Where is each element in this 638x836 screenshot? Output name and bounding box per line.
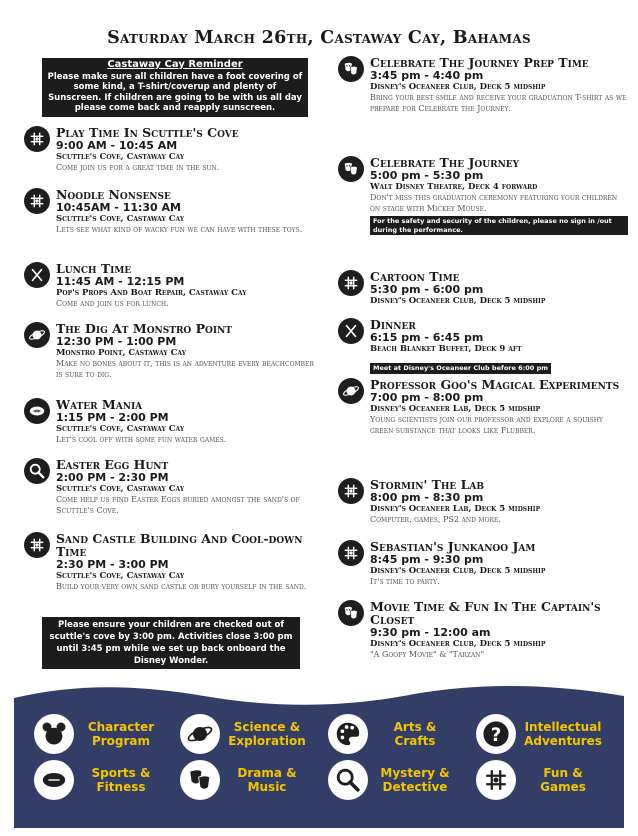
event-description: It's time to party.: [370, 577, 440, 586]
svg-text:?: ?: [490, 725, 502, 746]
legend-label: Arts & Crafts: [393, 720, 437, 748]
event-location: Scuttle's Cove, Castaway Cay: [56, 571, 185, 581]
event-description: Bring your best smile and receive your graduation T-shirt as we prepare for Celebrate the Journey.: [370, 93, 627, 113]
question-icon: [476, 714, 516, 754]
sports-icon: [34, 760, 74, 800]
event-item: [24, 532, 314, 593]
legend-item: [34, 714, 162, 754]
fun-games-icon: [24, 532, 50, 558]
event-time: 5:30 pm - 6:00 pm: [370, 283, 484, 296]
event-title: Celebrate The Journey: [370, 155, 520, 170]
utensils-icon: [338, 318, 364, 344]
legend-label: Intellectual Adventures: [524, 720, 602, 748]
event-location: Disney's Oceaneer Club, Deck 5 midship: [370, 566, 546, 576]
legend-label: Mystery & Detective: [380, 766, 450, 794]
utensils-icon: [24, 262, 50, 288]
event-description: Come and join us for lunch.: [56, 299, 169, 308]
event-title: Sand Castle Building And Cool-down Time: [56, 531, 303, 559]
event-item: [24, 262, 314, 310]
event-title: Cartoon Time: [370, 269, 460, 284]
event-time: 8:45 pm - 9:30 pm: [370, 553, 484, 566]
legend-label: Drama & Music: [237, 766, 297, 794]
event-description: Young scientists join our professor and explore a squishy green substance that looks like Flubber.: [370, 415, 603, 435]
legend-item: [476, 760, 604, 800]
legend-item: [180, 760, 308, 800]
event-title: Professor Goo's Magical Experiments: [370, 377, 620, 392]
fun-games-icon: [476, 760, 516, 800]
event-time: 11:45 AM - 12:15 PM: [56, 275, 185, 288]
event-item: [338, 156, 628, 236]
legend-label: Sports & Fitness: [91, 766, 151, 794]
event-title: The Dig At Monstro Point: [56, 321, 232, 336]
event-title: Lunch Time: [56, 261, 132, 276]
event-item: [24, 188, 314, 236]
legend-item: [328, 760, 456, 800]
event-time: 8:00 pm - 8:30 pm: [370, 491, 484, 504]
event-note: For the safety and security of the children, please no sign in /out during the performance.: [370, 216, 628, 235]
event-item: [338, 540, 628, 588]
event-location: Disney's Oceaneer Lab, Deck 5 midship: [370, 504, 541, 514]
event-item: [24, 322, 314, 380]
left-column: [24, 58, 314, 117]
planet-icon: [338, 378, 364, 404]
planet-icon: [24, 322, 50, 348]
event-description: "A Goofy Movie" & "Tarzan": [370, 650, 485, 659]
event-time: 1:15 PM - 2:00 PM: [56, 411, 169, 424]
drama-icon: [338, 56, 364, 82]
event-location: Scuttle's Cove, Castaway Cay: [56, 484, 185, 494]
event-title: Noodle Nonsense: [56, 187, 171, 202]
event-description: Lets see what kind of wacky fun we can have with these toys.: [56, 225, 303, 234]
event-location: Walt Disney Theatre, Deck 4 forward: [370, 182, 538, 192]
palette-icon: [328, 714, 368, 754]
event-description: Make no bones about it, this is an adventure every beachcomber is sure to dig.: [56, 359, 314, 379]
fun-games-icon: [24, 188, 50, 214]
event-time: 7:00 pm - 8:00 pm: [370, 391, 484, 404]
event-description: Let's cool off with some fun water games.: [56, 435, 227, 444]
legend-label: Science & Exploration: [228, 720, 306, 748]
reminder-title: Castaway Cay Reminder: [107, 59, 243, 70]
event-location: Disney's Oceaneer Club, Deck 5 midship: [370, 82, 546, 92]
drama-icon: [180, 760, 220, 800]
event-item: [24, 126, 314, 174]
event-title: Celebrate The Journey Prep Time: [370, 55, 589, 70]
event-item: [338, 378, 628, 436]
checkout-notice: Please ensure your children are checked out of scuttle's cove by 3:00 pm. Activities close 3:00 pm until 3:45 pm while we set up back onboard the Disney Wonder.: [42, 617, 300, 669]
event-location: Beach Blanket Buffet, Deck 9 aft: [370, 344, 522, 354]
fun-games-icon: [338, 270, 364, 296]
event-time: 3:45 pm - 4:40 pm: [370, 69, 484, 82]
event-title: Play Time In Scuttle's Cove: [56, 125, 239, 140]
event-time: 12:30 PM - 1:00 PM: [56, 335, 177, 348]
event-title: Sebastian's Junkanoo Jam: [370, 539, 536, 554]
event-time: 2:00 PM - 2:30 PM: [56, 471, 169, 484]
legend-item: [476, 714, 604, 754]
event-description: Don't miss this graduation ceremony featuring your children on stage with Mickey Mouse.: [370, 193, 618, 213]
event-item: [338, 478, 628, 526]
planet-icon: [180, 714, 220, 754]
legend-label: Character Program: [87, 720, 155, 748]
fun-games-icon: [338, 540, 364, 566]
event-location: Scuttle's Cove, Castaway Cay: [56, 214, 185, 224]
reminder-text: Please make sure all children have a foot covering of some kind, a T-shirt/coverup and plenty of Sunscreen. If children are going to be with us all day please come back and reapply sunscreen.: [47, 71, 303, 113]
magnifier-icon: [328, 760, 368, 800]
event-title: Easter Egg Hunt: [56, 457, 169, 472]
drama-icon: [338, 600, 364, 626]
page-title: Saturday March 26th, Castaway Cay, Bahamas: [107, 28, 531, 48]
wave-background: [14, 680, 624, 828]
event-description: Come help us find Easter Eggs buried amongst the sand's of Scuttle's Cove.: [56, 495, 300, 515]
event-location: Monstro Point, Castaway Cay: [56, 348, 186, 358]
fun-games-icon: [24, 126, 50, 152]
event-note: Meet at Disney's Oceaneer Club before 6:00 pm: [370, 363, 551, 374]
event-time: 5:00 pm - 5:30 pm: [370, 169, 484, 182]
event-time: 2:30 PM - 3:00 PM: [56, 558, 169, 571]
event-location: Scuttle's Cove, Castaway Cay: [56, 152, 185, 162]
magnifier-icon: [24, 458, 50, 484]
event-item: [338, 600, 628, 661]
event-location: Disney's Oceaneer Club, Deck 5 midship: [370, 296, 546, 306]
reminder-box: [42, 58, 308, 117]
event-location: Pop's Props And Boat Repair, Castaway Cay: [56, 288, 247, 298]
sports-icon: [24, 398, 50, 424]
event-item: [24, 458, 314, 516]
event-location: Scuttle's Cove, Castaway Cay: [56, 424, 185, 434]
legend-item: [180, 714, 308, 754]
event-time: 6:15 pm - 6:45 pm: [370, 331, 484, 344]
event-title: Stormin' The Lab: [370, 477, 485, 492]
event-description: Come join us for a great time in the sun.: [56, 163, 220, 172]
event-item: [338, 56, 628, 114]
legend-band: [14, 680, 624, 828]
event-title: Water Mania: [56, 397, 143, 412]
event-title: Dinner: [370, 317, 416, 332]
event-description: Computer, games, PS2 and more.: [370, 515, 501, 524]
event-time: 9:00 AM - 10:45 AM: [56, 139, 178, 152]
legend-label: Fun & Games: [540, 766, 586, 794]
event-title: Movie Time & Fun In The Captain's Closet: [370, 599, 601, 627]
legend-item: [328, 714, 456, 754]
event-location: Disney's Oceaneer Club, Deck 5 midship: [370, 639, 546, 649]
event-item: [338, 270, 628, 307]
fun-games-icon: [338, 478, 364, 504]
event-time: 10:45AM - 11:30 AM: [56, 201, 182, 214]
event-item: [338, 318, 628, 374]
event-time: 9:30 pm - 12:00 am: [370, 626, 491, 639]
event-item: [24, 398, 314, 446]
legend-item: [34, 760, 162, 800]
event-description: Build your very own sand castle or bury yourself in the sand.: [56, 582, 307, 591]
drama-icon: [338, 156, 364, 182]
character-icon: [34, 714, 74, 754]
event-location: Disney's Oceaneer Lab, Deck 5 midship: [370, 404, 541, 414]
